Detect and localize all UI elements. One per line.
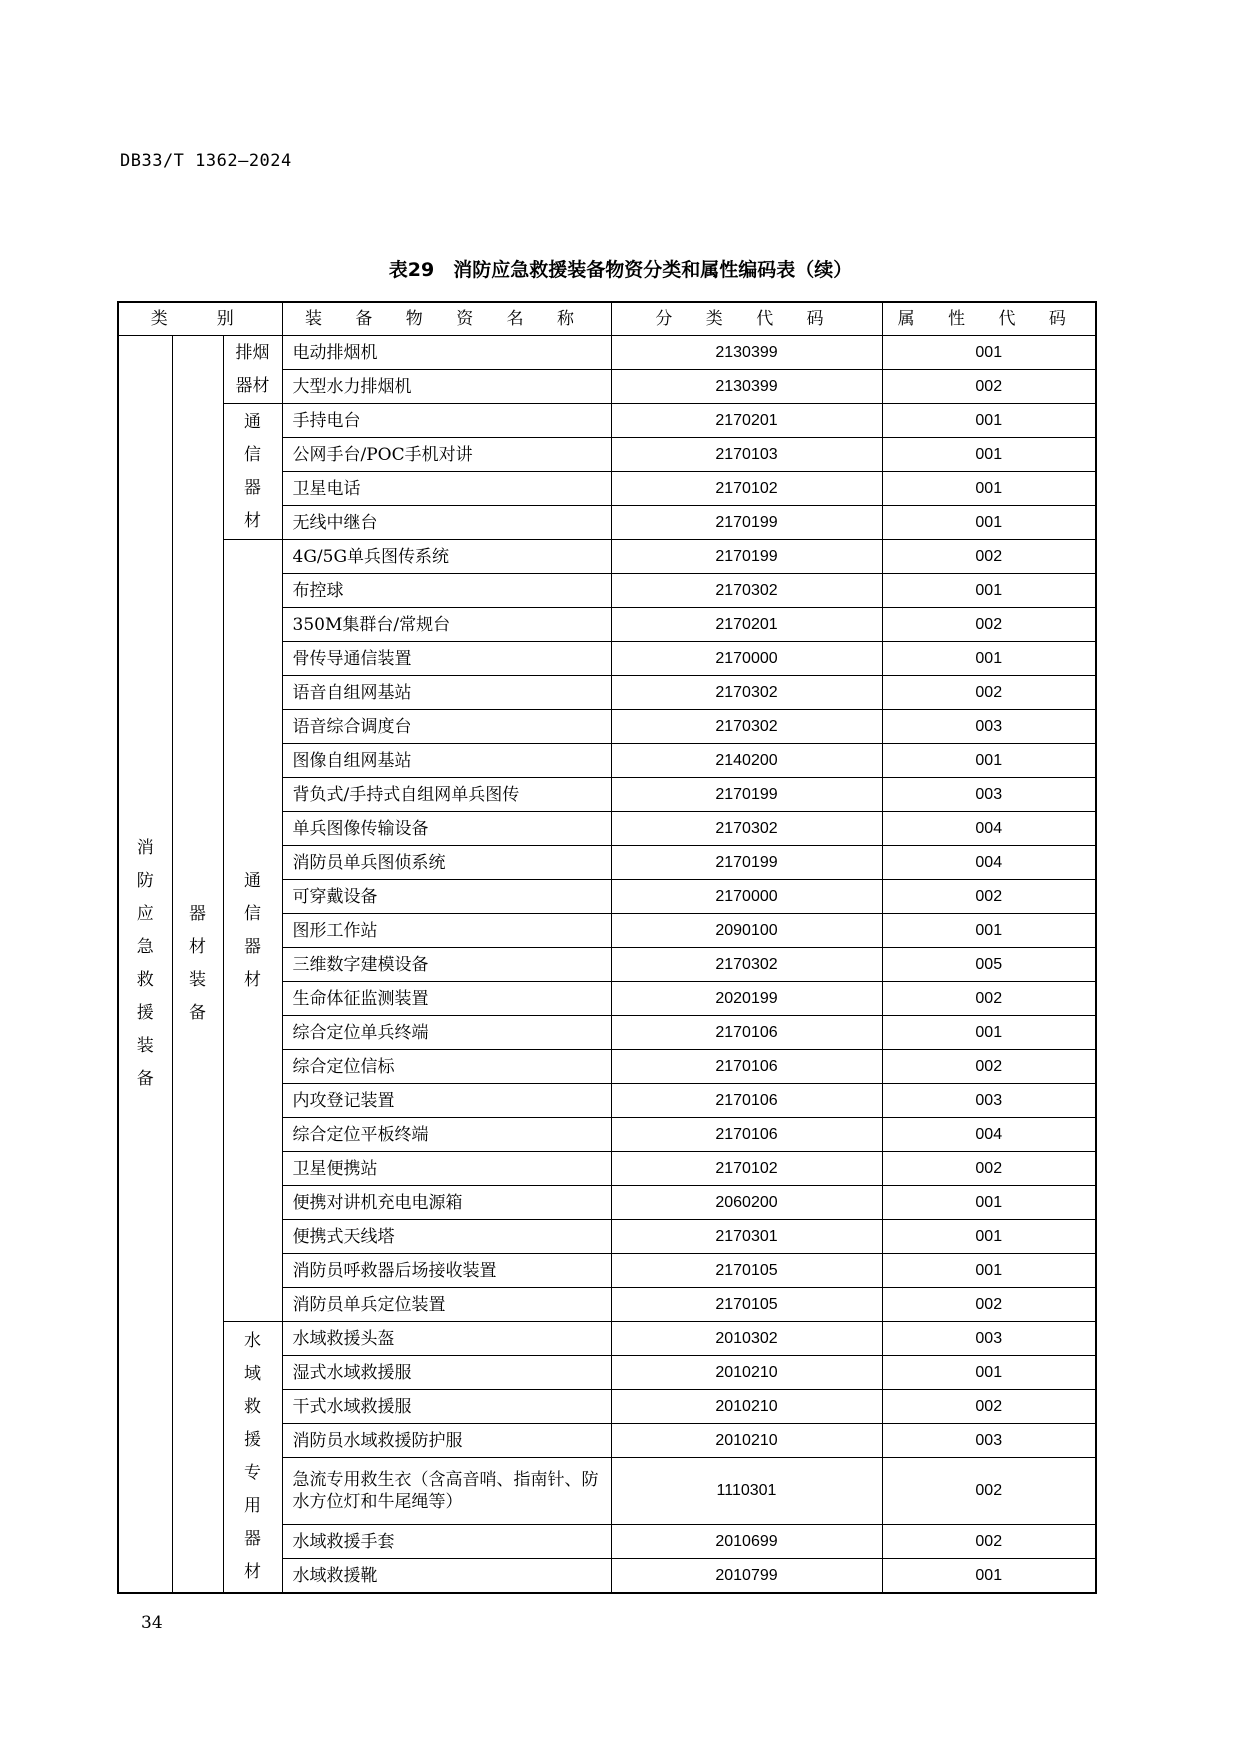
item-name: 便携式天线塔 (282, 1220, 611, 1254)
item-attr-code: 004 (882, 1118, 1096, 1152)
header-class-code: 分 类 代 码 (611, 302, 882, 336)
item-attr-code: 001 (882, 1220, 1096, 1254)
item-class-code: 2170302 (611, 574, 882, 608)
group-comm-1-label: 通信器材 (244, 411, 261, 531)
item-class-code: 2170106 (611, 1084, 882, 1118)
item-attr-code: 002 (882, 676, 1096, 710)
item-attr-code: 001 (882, 1254, 1096, 1288)
item-name: 便携对讲机充电电源箱 (282, 1186, 611, 1220)
item-class-code: 2010302 (611, 1322, 882, 1356)
category-level1 (118, 336, 172, 1594)
item-class-code: 2170106 (611, 1050, 882, 1084)
item-name: 综合定位平板终端 (282, 1118, 611, 1152)
item-name: 水域救援头盔 (282, 1322, 611, 1356)
item-name: 消防员水域救援防护服 (282, 1424, 611, 1458)
item-class-code: 2170301 (611, 1220, 882, 1254)
item-class-code: 2170199 (611, 540, 882, 574)
document-code: DB33/T 1362—2024 (120, 151, 292, 171)
item-name: 电动排烟机 (282, 336, 611, 370)
item-attr-code: 002 (882, 608, 1096, 642)
item-name: 无线中继台 (282, 506, 611, 540)
item-name: 综合定位信标 (282, 1050, 611, 1084)
item-name: 干式水域救援服 (282, 1390, 611, 1424)
item-attr-code: 001 (882, 472, 1096, 506)
equipment-code-table (117, 301, 1097, 1594)
item-class-code: 2170105 (611, 1254, 882, 1288)
category-level1-label: 消防应急救援装备 (136, 838, 154, 1089)
item-class-code: 2010799 (611, 1559, 882, 1594)
item-class-code: 2090100 (611, 914, 882, 948)
item-class-code: 2170102 (611, 1152, 882, 1186)
item-class-code: 2170000 (611, 880, 882, 914)
item-attr-code: 002 (882, 1152, 1096, 1186)
item-class-code: 2170000 (611, 642, 882, 676)
item-class-code: 1110301 (611, 1458, 882, 1525)
item-class-code: 2130399 (611, 336, 882, 370)
item-class-code: 2010210 (611, 1356, 882, 1390)
item-class-code: 2170102 (611, 472, 882, 506)
item-name: 消防员单兵图侦系统 (282, 846, 611, 880)
item-name: 卫星电话 (282, 472, 611, 506)
item-class-code: 2170302 (611, 948, 882, 982)
group-comm-2-label: 通信器材 (244, 870, 261, 990)
table-row (118, 404, 1096, 438)
item-attr-code: 002 (882, 370, 1096, 404)
item-attr-code: 001 (882, 1186, 1096, 1220)
item-name: 消防员单兵定位装置 (282, 1288, 611, 1322)
item-name: 可穿戴设备 (282, 880, 611, 914)
item-attr-code: 003 (882, 1322, 1096, 1356)
item-name: 湿式水域救援服 (282, 1356, 611, 1390)
item-class-code: 2010210 (611, 1424, 882, 1458)
item-attr-code: 004 (882, 812, 1096, 846)
item-attr-code: 003 (882, 710, 1096, 744)
item-class-code: 2170199 (611, 846, 882, 880)
group-comm-1 (223, 404, 282, 540)
item-name: 急流专用救生衣（含高音哨、指南针、防水方位灯和牛尾绳等） (282, 1458, 611, 1525)
item-attr-code: 003 (882, 778, 1096, 812)
item-name: 语音综合调度台 (282, 710, 611, 744)
group-water-rescue (223, 1322, 282, 1594)
item-class-code: 2010699 (611, 1525, 882, 1559)
item-name: 350M集群台/常规台 (282, 608, 611, 642)
item-class-code: 2170201 (611, 404, 882, 438)
item-class-code: 2170106 (611, 1016, 882, 1050)
item-class-code: 2170302 (611, 812, 882, 846)
item-name: 综合定位单兵终端 (282, 1016, 611, 1050)
item-name: 4G/5G单兵图传系统 (282, 540, 611, 574)
item-name: 公网手台/POC手机对讲 (282, 438, 611, 472)
item-attr-code: 001 (882, 1559, 1096, 1594)
table-row (118, 1322, 1096, 1356)
group-smoke-exhaust (223, 336, 282, 404)
item-attr-code: 002 (882, 880, 1096, 914)
category-level2-label: 器材装备 (189, 904, 206, 1023)
item-name: 图形工作站 (282, 914, 611, 948)
item-class-code: 2020199 (611, 982, 882, 1016)
item-attr-code: 001 (882, 1016, 1096, 1050)
header-category: 类 别 (118, 302, 282, 336)
item-class-code: 2010210 (611, 1390, 882, 1424)
item-name: 背负式/手持式自组网单兵图传 (282, 778, 611, 812)
item-class-code: 2170201 (611, 608, 882, 642)
item-attr-code: 002 (882, 540, 1096, 574)
item-name: 布控球 (282, 574, 611, 608)
item-name: 手持电台 (282, 404, 611, 438)
item-class-code: 2170106 (611, 1118, 882, 1152)
item-name: 骨传导通信装置 (282, 642, 611, 676)
item-attr-code: 001 (882, 506, 1096, 540)
item-attr-code: 001 (882, 642, 1096, 676)
header-attr-code: 属 性 代 码 (882, 302, 1096, 336)
item-attr-code: 002 (882, 1050, 1096, 1084)
item-class-code: 2170302 (611, 710, 882, 744)
item-name: 生命体征监测装置 (282, 982, 611, 1016)
item-attr-code: 001 (882, 574, 1096, 608)
item-name: 消防员呼救器后场接收装置 (282, 1254, 611, 1288)
item-class-code: 2060200 (611, 1186, 882, 1220)
table-title: 表29 消防应急救援装备物资分类和属性编码表（续） (388, 259, 853, 281)
item-name: 水域救援手套 (282, 1525, 611, 1559)
item-attr-code: 001 (882, 914, 1096, 948)
item-attr-code: 003 (882, 1084, 1096, 1118)
item-class-code: 2170105 (611, 1288, 882, 1322)
item-attr-code: 005 (882, 948, 1096, 982)
item-class-code: 2170199 (611, 506, 882, 540)
item-attr-code: 004 (882, 846, 1096, 880)
table-row (118, 336, 1096, 370)
group-smoke-exhaust-label: 排烟器材 (235, 342, 270, 396)
item-class-code: 2170199 (611, 778, 882, 812)
item-attr-code: 001 (882, 404, 1096, 438)
item-class-code: 2170302 (611, 676, 882, 710)
item-name: 内攻登记装置 (282, 1084, 611, 1118)
table-row (118, 540, 1096, 574)
item-name: 卫星便携站 (282, 1152, 611, 1186)
item-attr-code: 001 (882, 438, 1096, 472)
item-attr-code: 003 (882, 1424, 1096, 1458)
page-number: 34 (141, 1613, 163, 1633)
group-comm-2 (223, 540, 282, 1322)
item-attr-code: 002 (882, 1525, 1096, 1559)
item-class-code: 2140200 (611, 744, 882, 778)
item-attr-code: 002 (882, 982, 1096, 1016)
item-attr-code: 001 (882, 744, 1096, 778)
item-name: 图像自组网基站 (282, 744, 611, 778)
item-class-code: 2170103 (611, 438, 882, 472)
item-attr-code: 001 (882, 336, 1096, 370)
category-level2 (172, 336, 223, 1594)
table-body (118, 336, 1096, 1594)
item-name: 单兵图像传输设备 (282, 812, 611, 846)
item-attr-code: 002 (882, 1458, 1096, 1525)
item-attr-code: 002 (882, 1390, 1096, 1424)
item-name: 三维数字建模设备 (282, 948, 611, 982)
item-name: 水域救援靴 (282, 1559, 611, 1594)
table-header-row (118, 302, 1096, 336)
item-attr-code: 001 (882, 1356, 1096, 1390)
item-attr-code: 002 (882, 1288, 1096, 1322)
item-name: 大型水力排烟机 (282, 370, 611, 404)
group-water-rescue-label: 水域救援专用器材 (244, 1331, 261, 1582)
header-name: 装 备 物 资 名 称 (282, 302, 611, 336)
item-class-code: 2130399 (611, 370, 882, 404)
item-name: 语音自组网基站 (282, 676, 611, 710)
